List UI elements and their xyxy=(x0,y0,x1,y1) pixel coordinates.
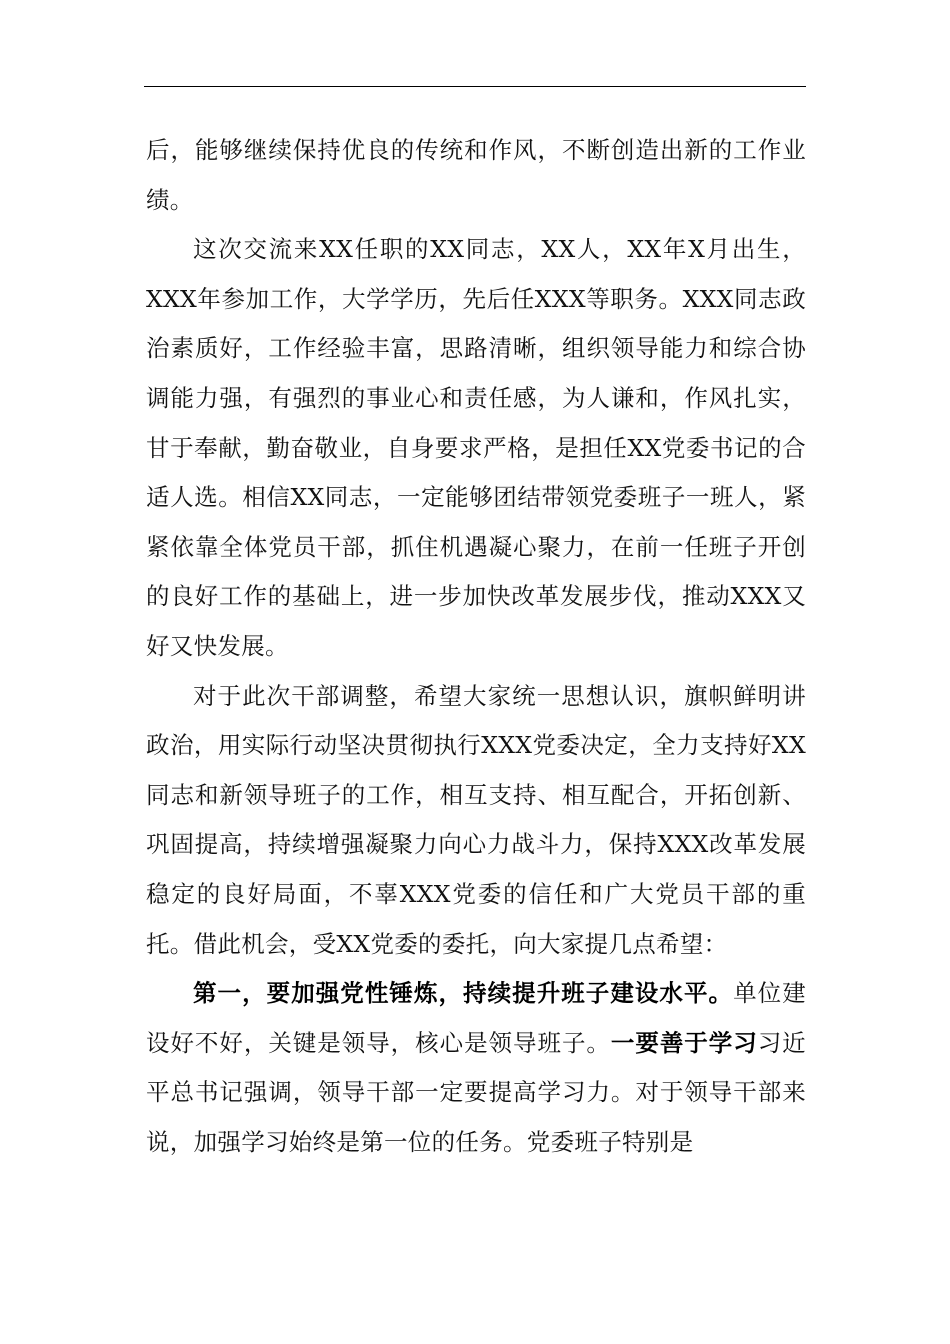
first-point-heading: 第一，要加强党性锤炼，持续提升班子建设水平。 xyxy=(193,979,734,1008)
document-body xyxy=(146,126,806,1167)
first-point-text-a: 单位建设好不好，关键是领导，核心是领导班子。 xyxy=(146,979,806,1057)
paragraph-appointee-intro: 这次交流来XX任职的XX同志，XX人，XX年X月出生，XXX年参加工作，大学学历，先后任XXX等职务。XXX同志政治素质好，工作经验丰富，思路清晰，组织领导能力和综合协调能力强，有强烈的事业心和责任感，为人谦和，作风扎实，甘于奉献，勤奋敬业，自身要求严格，是担任XX党委书记的合适人选。相信XX同志，一定能够团结带领党委班子一班人，紧紧依靠全体党员干部，抓住机遇凝心聚力，在前一任班子开创的良好工作的基础上，进一步加快改革发展步伐，推动XXX又好又快发展。 xyxy=(146,235,806,660)
first-point-subheading: 一要善于学习 xyxy=(610,1028,758,1057)
first-point-text-b: 习近平总书记强调，领导干部一定要提高学习力。对于领导干部来说，加强学习始终是第一位的任务。党委班子特别是 xyxy=(146,1028,806,1156)
header-rule xyxy=(144,86,806,87)
paragraph-expectations: 对于此次干部调整，希望大家统一思想认识，旗帜鲜明讲政治，用实际行动坚决贯彻执行XXX党委决定，全力支持好XX同志和新领导班子的工作，相互支持、相互配合，开拓创新、巩固提高，持续增强凝聚力向心力战斗力，保持XXX改革发展稳定的良好局面，不辜XXX党委的信任和广大党员干部的重托。借此机会，受XX党委的委托，向大家提几点希望： xyxy=(146,681,806,958)
paragraph-continuation: 后，能够继续保持优良的传统和作风，不断创造出新的工作业绩。 xyxy=(146,136,806,214)
paragraph-first-point xyxy=(146,969,806,1167)
